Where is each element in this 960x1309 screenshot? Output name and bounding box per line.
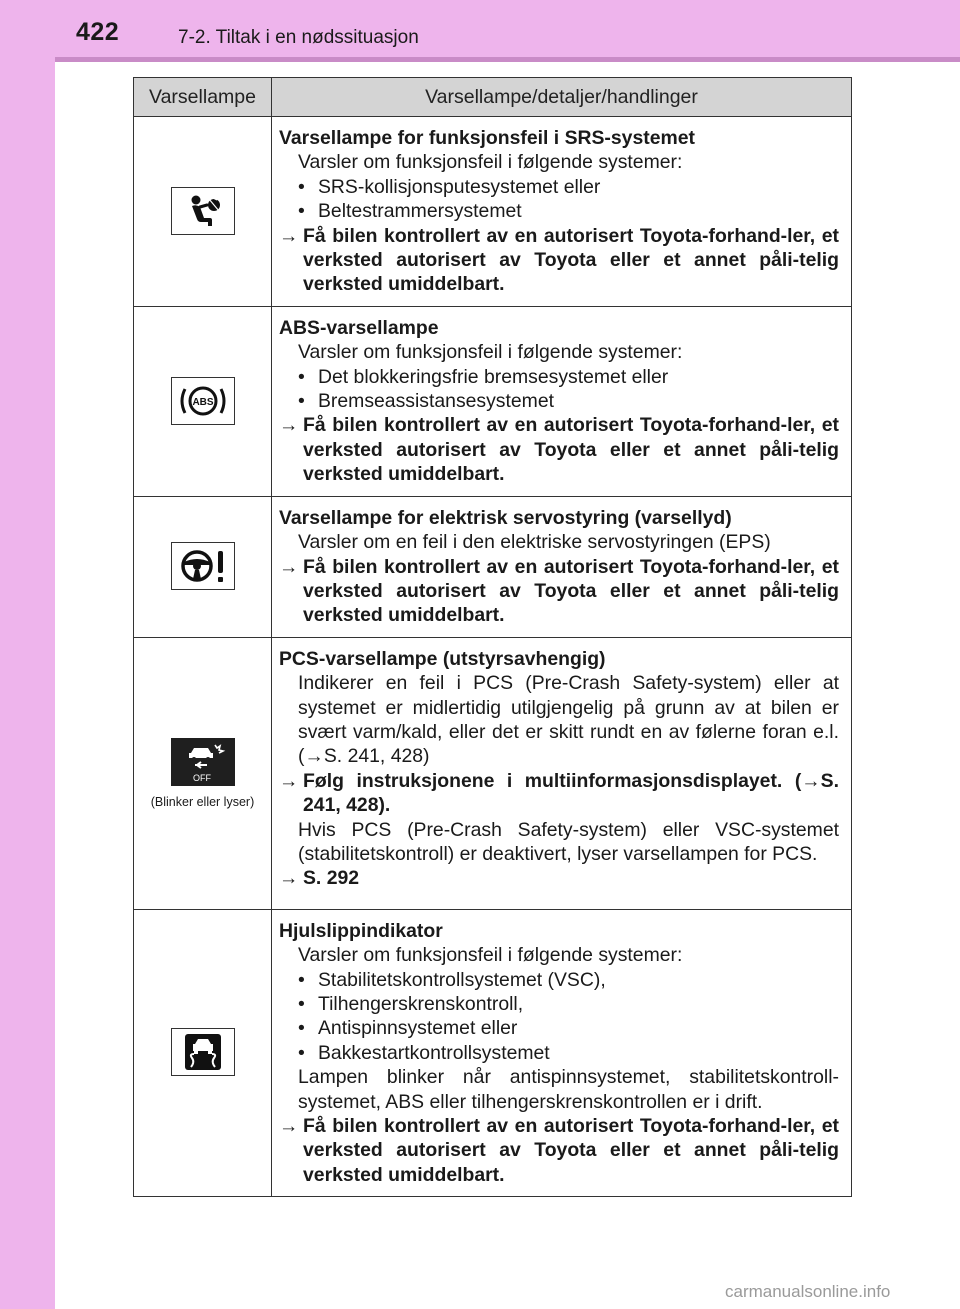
page-reference: → S. 292 bbox=[279, 867, 360, 890]
power-steering-warning-icon bbox=[171, 542, 235, 590]
watermark: carmanualsonline.info bbox=[725, 1282, 891, 1301]
section-title: 7-2. Tiltak i en nødssituasjon bbox=[178, 27, 419, 48]
bullet-item: • Det blokkeringsfrie bremsesystemet eller bbox=[298, 365, 839, 389]
table-row bbox=[134, 637, 852, 909]
row-paragraph: Indikerer en feil i PCS (Pre-Crash Safety-system) eller at systemet er midlertidig utilgjengelig på grunn av at bilen er svært varm/kald, eller det er skitt rundt en av følerne foran e.l. (→S. 241, 428) bbox=[298, 672, 839, 768]
side-color-band bbox=[0, 0, 55, 1309]
warning-light-table bbox=[133, 77, 852, 1197]
abs-warning-icon bbox=[171, 377, 235, 425]
details-cell bbox=[272, 306, 852, 496]
icon-cell bbox=[134, 909, 272, 1196]
slip-indicator-icon bbox=[171, 1028, 235, 1076]
icon-cell bbox=[134, 637, 272, 909]
page-number: 422 bbox=[76, 18, 120, 46]
row-title: PCS-varsellampe (utstyrsavhengig) bbox=[279, 647, 606, 670]
arrow-icon: → bbox=[279, 867, 299, 890]
row-title: Hjulslippindikator bbox=[279, 919, 443, 942]
bullet-item: • Bakkestartkontrollsystemet bbox=[298, 1041, 839, 1065]
row-title: Varsellampe for funksjonsfeil i SRS-systemet bbox=[279, 127, 695, 149]
off-label: OFF bbox=[192, 772, 211, 783]
arrow-icon: → bbox=[279, 555, 299, 578]
icon-cell bbox=[134, 496, 272, 637]
details-cell bbox=[272, 637, 852, 909]
action-text: → Få bilen kontrollert av en autorisert Toyota-forhand-ler, et verksted autorisert av Toyota eller et annet påli-telig verksted umiddelbart. bbox=[279, 224, 839, 296]
bullet-item: • Tilhengerskrenskontroll, bbox=[298, 992, 839, 1016]
col-header-details: Varsellampe/detaljer/handlinger bbox=[272, 78, 852, 117]
table-row bbox=[134, 909, 852, 1196]
table-header-row bbox=[134, 78, 852, 117]
arrow-icon: → bbox=[279, 224, 299, 247]
bullet-item: • Antispinnsystemet eller bbox=[298, 1016, 839, 1040]
action-text: → Få bilen kontrollert av en autorisert Toyota-forhand-ler, et verksted autorisert av Toyota eller et annet påli-telig verksted umiddelbart. bbox=[279, 414, 839, 486]
icon-cell bbox=[134, 117, 272, 307]
table-row bbox=[134, 306, 852, 496]
row-paragraph: Lampen blinker når antispinnsystemet, stabilitetskontroll-systemet, ABS eller tilhengerskrenskontrollen er i drift. bbox=[298, 1066, 839, 1113]
pcs-off-warning-icon bbox=[171, 738, 235, 786]
details-cell bbox=[272, 496, 852, 637]
arrow-icon: → bbox=[279, 414, 299, 437]
row-paragraph: Hvis PCS (Pre-Crash Safety-system) eller VSC-systemet (stabilitetskontroll) er deaktivert, lyser varsellampen for PCS. bbox=[298, 818, 839, 865]
icon-caption: (Blinker eller lyser) bbox=[150, 794, 255, 809]
action-text: → Få bilen kontrollert av en autorisert Toyota-forhand-ler, et verksted autorisert av Toyota eller et annet påli-telig verksted umiddelbart. bbox=[279, 555, 839, 627]
row-intro: Varsler om funksjonsfeil i følgende systemer: bbox=[298, 341, 683, 364]
row-title: ABS-varsellampe bbox=[279, 316, 439, 339]
row-intro: Varsler om funksjonsfeil i følgende systemer: bbox=[298, 944, 683, 967]
icon-cell bbox=[134, 306, 272, 496]
row-title: Varsellampe for elektrisk servostyring (varsellyd) bbox=[279, 506, 732, 529]
header-band bbox=[0, 0, 960, 57]
col-header-light: Varsellampe bbox=[134, 78, 272, 117]
arrow-icon: → bbox=[279, 769, 299, 792]
details-cell bbox=[272, 909, 852, 1196]
action-text: → Følg instruksjonene i multiinformasjonsdisplayet. (→S. 241, 428). bbox=[279, 769, 839, 817]
airbag-warning-icon bbox=[171, 187, 235, 235]
abs-label: ABS bbox=[191, 396, 214, 408]
table-row bbox=[134, 496, 852, 637]
bullet-item: • SRS-kollisjonsputesystemet eller bbox=[298, 175, 839, 199]
bullet-item: • Stabilitetskontrollsystemet (VSC), bbox=[298, 968, 839, 992]
table-row bbox=[134, 117, 852, 307]
header-rule bbox=[55, 57, 960, 62]
action-text: → Få bilen kontrollert av en autorisert Toyota-forhand-ler, et verksted autorisert av Toyota eller et annet påli-telig verksted umiddelbart. bbox=[279, 1114, 839, 1186]
arrow-icon: → bbox=[801, 769, 821, 792]
bullet-item: • Beltestrammersystemet bbox=[298, 199, 839, 223]
bullet-item: • Bremseassistansesystemet bbox=[298, 389, 839, 413]
row-intro: Varsler om en feil i den elektriske servostyringen (EPS) bbox=[298, 531, 771, 554]
arrow-icon: → bbox=[304, 745, 324, 768]
details-cell bbox=[272, 117, 852, 307]
arrow-icon: → bbox=[279, 1114, 299, 1137]
row-intro: Varsler om funksjonsfeil i følgende systemer: bbox=[298, 151, 683, 174]
